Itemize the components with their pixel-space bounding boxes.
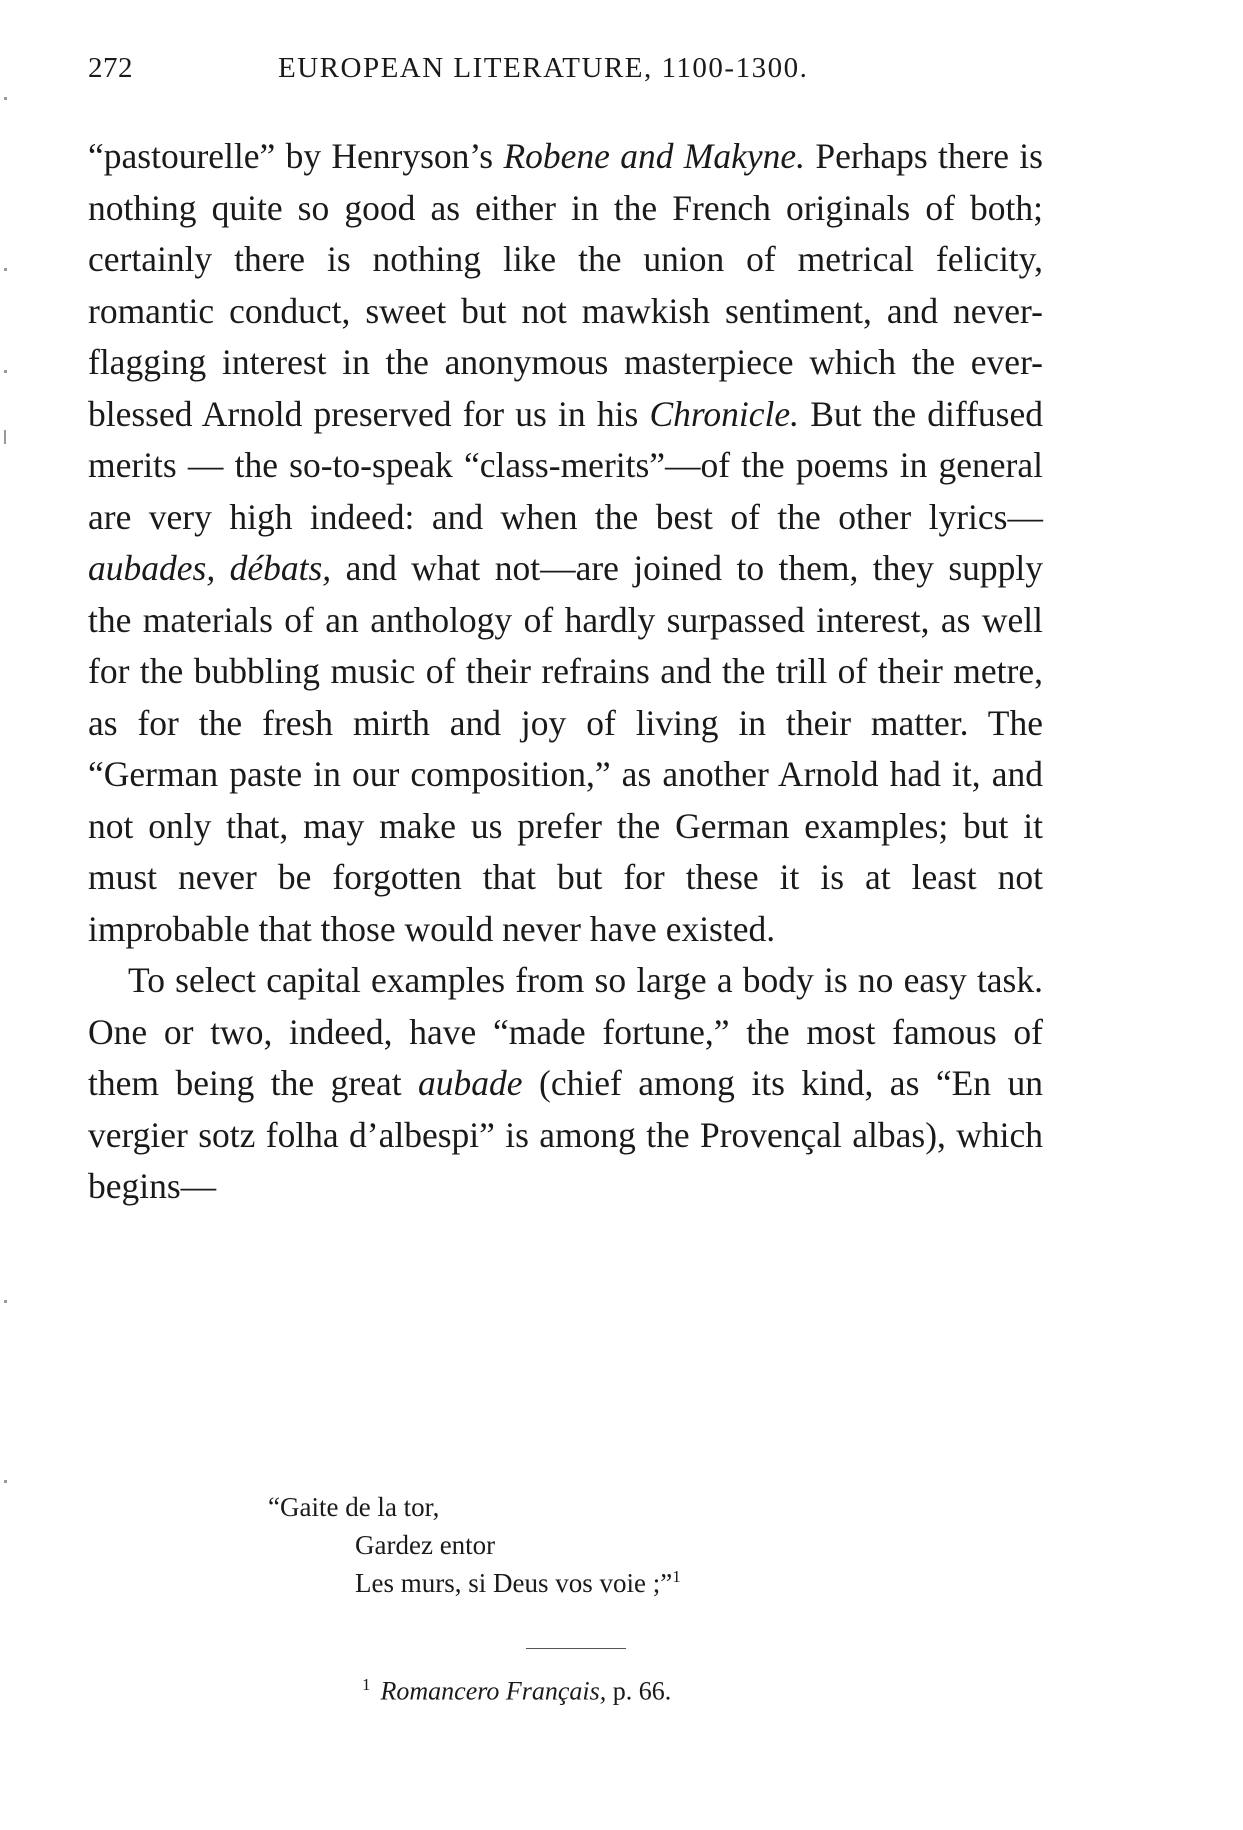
italic-title: Chronicle. [649,393,800,434]
verse-quotation [268,1488,681,1602]
body-text [88,131,1043,1213]
paragraph [88,131,1043,955]
footnote-mark: 1 [362,1675,371,1694]
footnote-reference[interactable]: 1 [672,1567,681,1586]
text-segment: To select capital examples from so large a body is no easy task. One or two, indeed, have “made fortune,” the most famous of them being the great [88,960,1043,1103]
text-segment: (chief among its kind, as “En un vergier sotz folha d’albespi” is among the Provençal albas), which begins— [88,1063,1044,1206]
footnote-rule [526,1648,626,1649]
verse-line: Gardez entor [355,1530,496,1560]
text-segment: But the diffused merits — the so-to-speak “class-merits”—of the poems in general are very high indeed: and when the best of the other lyrics— [88,393,1043,537]
margin-speck [4,97,7,100]
italic-title: Robene and Makyne. [503,136,805,176]
page-number: 272 [88,52,133,84]
running-title: EUROPEAN LITERATURE, 1100-1300. [278,52,809,84]
verse-line-text: Les murs, si Deus vos voie ;” [355,1568,673,1598]
text-segment: “pastourelle” by Henryson’s [88,136,504,176]
margin-speck [4,1480,7,1483]
paragraph [88,955,1043,1213]
running-head [88,52,1048,92]
footnote-title: Romancero Français, [380,1676,607,1706]
margin-speck [4,1300,7,1303]
italic-term: aubade [418,1063,523,1103]
italic-term: aubades, débats, [88,548,332,588]
margin-speck [4,268,7,271]
verse-line-with-ref [268,1564,681,1602]
verse-line: “Gaite de la tor, [268,1492,440,1522]
footnote [362,1675,671,1707]
text-segment: Perhaps there is nothing quite so good as either in the French originals of both; certainly there is nothing like the union of metrical felicity, romantic conduct, sweet but not mawkish sentiment, and never-flagging interest in the anonymous masterpiece which the ever-blessed Arnold preserved for us in his [88,136,1043,434]
margin-speck [4,370,7,373]
margin-speck [4,430,6,444]
footnote-page: p. 66. [606,1676,672,1706]
text-segment: and what not—are joined to them, they supply the materials of an anthology of hardly surpassed interest, as well for the bubbling music of their refrains and the trill of their metre, as for the fresh mirth and joy of living in their matter. The “German paste in our composition,” as another Arnold had it, and not only that, may make us prefer the German examples; but it must never be forgotten that but for these it is at least not improbable that those would never have existed. [88,548,1043,949]
